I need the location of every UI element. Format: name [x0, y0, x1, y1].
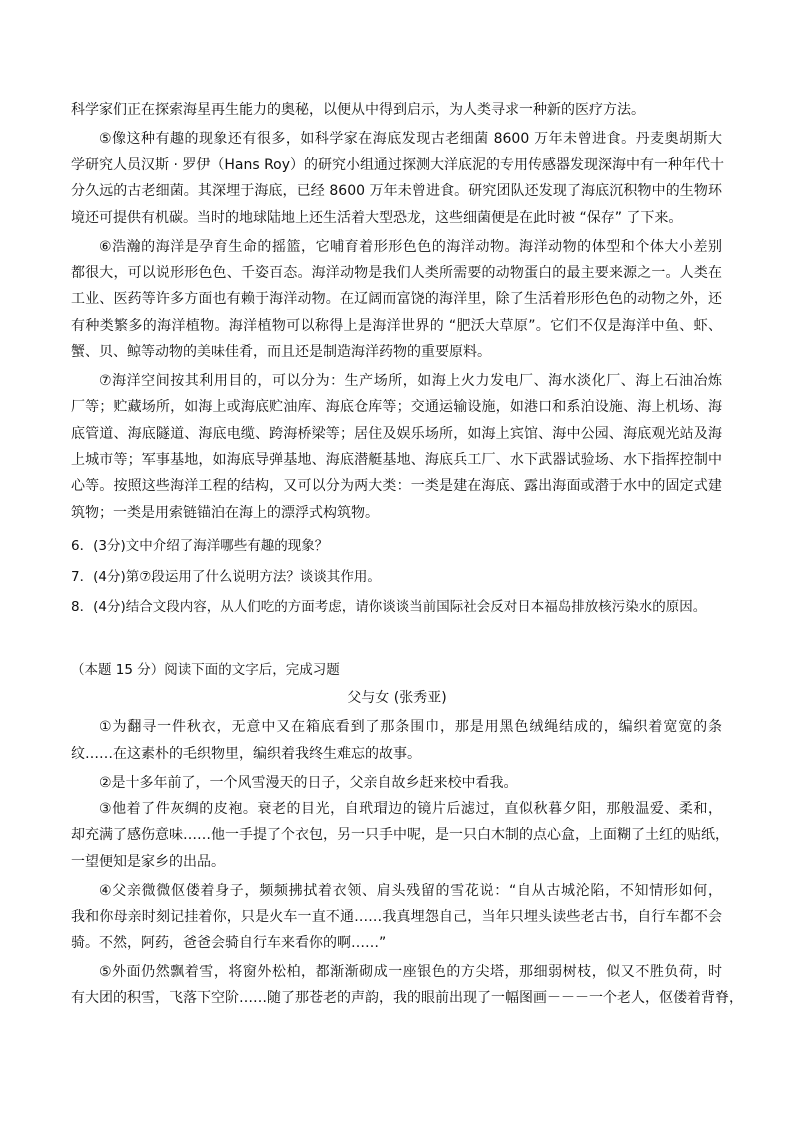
paragraph-line: 分久远的古老细菌。其深埋于海底，已经 8600 万年未曾进食。研究团队还发现了海底沉积物中的生物环 — [71, 183, 722, 199]
article-title: 父与女 (张秀亚) — [347, 690, 447, 706]
paragraph-line: 学研究人员汉斯 · 罗伊（Hans Roy）的研究小组通过探测大洋底泥的专用传感器发现深海中有一种年代十 — [71, 157, 725, 173]
paragraph-line: 心等。按照这些海洋工程的结构，又可以分为两大类：一类是建在海底、露出海面或潜于水中的固定式建 — [71, 478, 722, 494]
paragraph-line: ⑦海洋空间按其利用目的，可以分为：生产场所，如海上火力发电厂、海水淡化厂、海上石油冶炼 — [99, 373, 722, 389]
paragraph-line: 骑。不然，阿药，爸爸会骑自行车来看你的啊……” — [71, 935, 387, 951]
paragraph-line: ②是十多年前了，一个风雪漫天的日子，父亲自故乡赶来校中看我。 — [99, 775, 518, 791]
paragraph-line: 有大团的积雪，飞落下空阶……随了那苍老的声韵，我的眼前出现了一幅图画－－－一个老人，伛偻着背脊， — [71, 990, 743, 1006]
paragraph-line: 我和你母亲时刻记挂着你，只是火车一直不通……我真埋怨自己，当年只埋头读些老古书，自行车都不会 — [71, 909, 722, 925]
paragraph-line: ⑤像这种有趣的现象还有很多，如科学家在海底发现古老细菌 8600 万年未曾进食。丹麦奥胡斯大 — [99, 131, 722, 147]
section-intro: （本题 15 分）阅读下面的文字后，完成习题 — [71, 662, 340, 678]
paragraph-line: 上城市等；军事基地，如海底导弹基地、海底潜艇基地、海底兵工厂、水下武器试验场、水下指挥控制中 — [71, 452, 722, 468]
paragraph-line: 筑物；一类是用索链锚泊在海上的漂浮式构筑物。 — [71, 505, 379, 521]
paragraph-line: ⑤外面仍然飘着雪，将窗外松柏，都渐渐砌成一座银色的方尖塔，那细弱树枝，似又不胜负荷，时 — [99, 964, 722, 980]
paragraph-line: 工业、医药等许多方面也有赖于海洋动物。在辽阔而富饶的海洋里，除了生活着形形色色的动物之外，还 — [71, 291, 722, 307]
paragraph-line: 都很大，可以说形形色色、千姿百态。海洋动物是我们人类所需要的动物蛋白的最主要来源之一。人类在 — [71, 265, 722, 281]
paragraph-line: 厂等；贮藏场所，如海上或海底贮油库、海底仓库等；交通运输设施，如港口和系泊设施、海上机场、海 — [71, 399, 722, 415]
paragraph-line: 科学家们正在探索海星再生能力的奥秘，以便从中得到启示，为人类寻求一种新的医疗方法。 — [71, 102, 645, 118]
paragraph-line: 境还可提供有机碳。当时的地球陆地上还生活着大型恐龙，这些细菌便是在此时被 “保存” 了下来。 — [71, 210, 683, 226]
paragraph-line: 却充满了感伤意味……他一手提了个衣包，另一只手中呢，是一只白木制的点心盒，上面糊了土红的贴纸， — [71, 827, 729, 843]
question-7: 7．(4分)第⑦段运用了什么说明方法？谈谈其作用。 — [71, 569, 381, 585]
paragraph-line: ⑥浩瀚的海洋是孕育生命的摇篮，它哺育着形形色色的海洋动物。海洋动物的体型和个体大小差别 — [99, 239, 722, 255]
paragraph-line: 纹……在这素朴的毛织物里，编织着我终生难忘的故事。 — [71, 746, 421, 762]
paragraph-line: 一望便知是家乡的出品。 — [71, 854, 225, 870]
paragraph-line: 有种类繁多的海洋植物。海洋植物可以称得上是海洋世界的 “肥沃大草原”。它们不仅是海洋中鱼、虾、 — [71, 318, 722, 334]
paragraph-line: ③他着了件灰绸的皮袍。衰老的目光，自玳瑁边的镜片后滤过，直似秋暮夕阳，那般温爱、柔和， — [99, 801, 722, 817]
question-8: 8．(4分)结合文段内容，从人们吃的方面考虑，请你谈谈当前国际社会反对日本福岛排放核污染水的原因。 — [71, 599, 707, 615]
paragraph-line: ④父亲微微伛偻着身子，频频拂拭着衣领、肩头残留的雪花说：“自从古城沦陷，不知情形如何， — [99, 883, 722, 899]
paragraph-line: 底管道、海底隧道、海底电缆、跨海桥梁等；居住及娱乐场所，如海上宾馆、海中公园、海底观光站及海 — [71, 426, 722, 442]
question-6: 6．(3分)文中介绍了海洋哪些有趣的现象？ — [71, 538, 329, 554]
paragraph-line: ①为翻寻一件秋衣，无意中又在箱底看到了那条围巾，那是用黑色绒绳结成的，编织着宽宽的条 — [99, 719, 722, 735]
paragraph-line: 蟹、贝、鲸等动物的美味佳肴，而且还是制造海洋药物的重要原料。 — [71, 344, 491, 360]
